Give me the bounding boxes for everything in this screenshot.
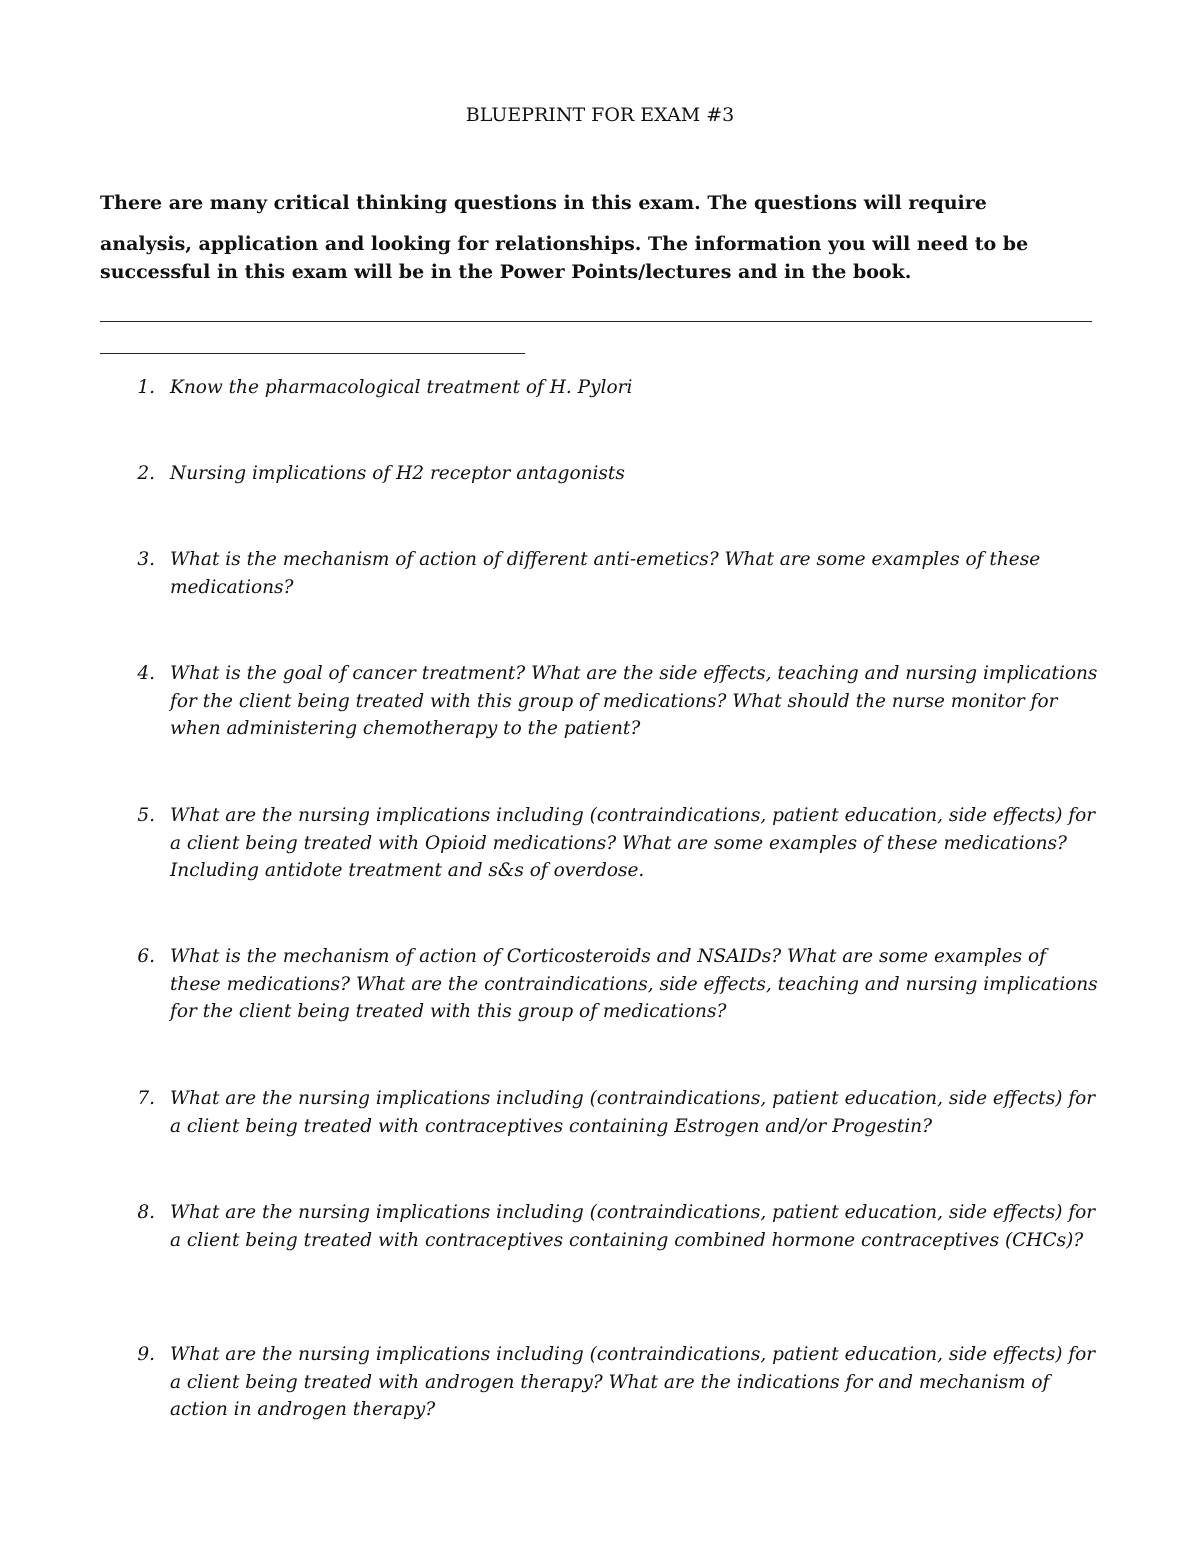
list-item-number: 9. bbox=[137, 1344, 155, 1365]
list-item bbox=[100, 1199, 1100, 1254]
list-item-text: What are the nursing implications including (contraindications, patient education, side effects) for a client being treated with contraceptives containing Estrogen and/or Progestin? bbox=[170, 1088, 1096, 1137]
list-item bbox=[100, 1085, 1100, 1140]
list-item bbox=[100, 660, 1100, 743]
list-item-number: 4. bbox=[137, 663, 155, 684]
page-title: BLUEPRINT FOR EXAM #3 bbox=[465, 104, 735, 126]
list-item bbox=[100, 546, 1100, 601]
list-item bbox=[100, 802, 1100, 885]
list-item-text: What is the mechanism of action of different anti-emetics? What are some examples of these medications? bbox=[170, 549, 1041, 598]
intro-line-2: analysis, application and looking for relationships. The information you will need to be successful in this exam will be in the Power Points/lectures and in the book. bbox=[100, 233, 1029, 283]
list-item-text: What are the nursing implications including (contraindications, patient education, side effects) for a client being treated with androgen therapy? What are the indications for and mechanism of action in androgen therapy? bbox=[170, 1344, 1096, 1420]
list-item-number: 7. bbox=[137, 1088, 155, 1109]
separator-line-2 bbox=[100, 353, 525, 354]
list-item bbox=[100, 374, 1100, 402]
list-item bbox=[100, 1341, 1100, 1424]
list-item-number: 2. bbox=[137, 463, 155, 484]
intro-line-1: There are many critical thinking questions in this exam. The questions will require bbox=[100, 192, 987, 214]
separator-line-1 bbox=[100, 321, 1092, 322]
list-item bbox=[100, 943, 1100, 1026]
list-item bbox=[100, 460, 1100, 488]
list-item-number: 3. bbox=[137, 549, 155, 570]
list-item-text: Nursing implications of H2 receptor antagonists bbox=[170, 463, 625, 484]
list-item-text: What are the nursing implications including (contraindications, patient education, side effects) for a client being treated with Opioid medications? What are some examples of these medications? Including antidote treatment and s&s of overdose. bbox=[170, 805, 1096, 881]
list-item-number: 5. bbox=[137, 805, 155, 826]
list-item-text: What are the nursing implications including (contraindications, patient education, side effects) for a client being treated with contraceptives containing combined hormone contraceptives (CHCs)? bbox=[170, 1202, 1096, 1251]
list-item-text: Know the pharmacological treatment of H. Pylori bbox=[170, 377, 633, 398]
list-item-text: What is the goal of cancer treatment? What are the side effects, teaching and nursing implications for the client being treated with this group of medications? What should the nurse monitor for when administering chemotherapy to the patient? bbox=[170, 663, 1098, 739]
list-item-number: 6. bbox=[137, 946, 155, 967]
list-item-number: 1. bbox=[137, 377, 155, 398]
list-item-number: 8. bbox=[137, 1202, 155, 1223]
list-item-text: What is the mechanism of action of Corticosteroids and NSAIDs? What are some examples of these medications? What are the contraindications, side effects, teaching and nursing implications for the client being treated with this group of medications? bbox=[170, 946, 1098, 1022]
